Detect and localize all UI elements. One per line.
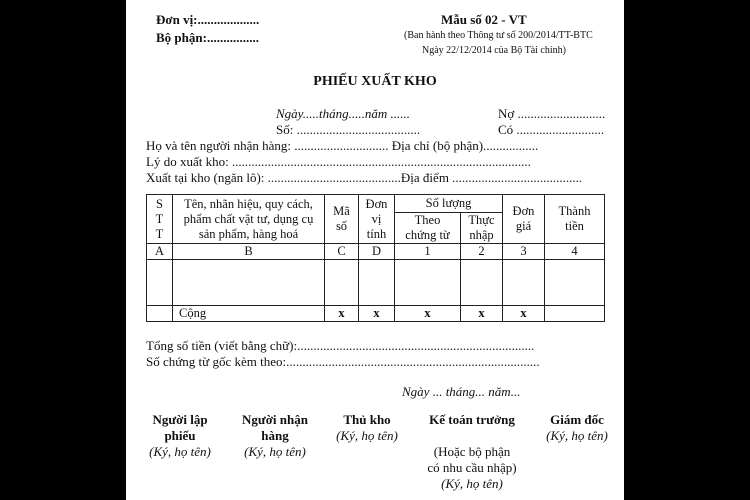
date-line: Ngày.....tháng.....năm ...... — [276, 106, 410, 121]
total-label: Cộng — [173, 306, 325, 322]
warehouse-field: Xuất tại kho (ngăn lô): .........................................Địa điểm ........................................ — [146, 170, 583, 185]
code-cell: D — [359, 244, 395, 260]
document-title: PHIẾU XUẤT KHO — [313, 74, 437, 89]
signing-date: Ngày ... tháng... năm... — [402, 384, 521, 399]
header-stt: S T T — [147, 195, 173, 244]
code-cell: B — [173, 244, 325, 260]
bo-phan-label: Bộ phận:................ — [156, 30, 259, 45]
code-cell: 2 — [461, 244, 503, 260]
code-cell: A — [147, 244, 173, 260]
total-in-words: Tổng số tiền (viết bằng chữ):......................................................................... — [146, 338, 535, 353]
total-mark: x — [325, 306, 359, 322]
header-item-name: Tên, nhãn hiệu, quy cách, phẩm chất vật tư, dụng cụ sản phẩm, hàng hoá — [173, 195, 325, 244]
no-line: Nợ ........................... — [498, 106, 606, 121]
header-thanh-tien: Thành tiền — [545, 195, 605, 244]
signature-preparer: Người lập phiếu (Ký, họ tên) — [149, 412, 211, 459]
code-cell: C — [325, 244, 359, 260]
total-mark: x — [503, 306, 545, 322]
items-table — [146, 194, 605, 322]
total-mark: x — [461, 306, 503, 322]
header-ma-so: Mã số — [325, 195, 359, 244]
signature-receiver: Người nhận hàng (Ký, họ tên) — [242, 412, 308, 459]
signature-storekeeper: Thủ kho (Ký, họ tên) — [336, 412, 398, 443]
reason-field: Lý do xuất kho: ............................................................................................ — [146, 154, 531, 169]
header-don-gia: Đơn giá — [503, 195, 545, 244]
header-so-luong: Số lượng — [395, 195, 503, 213]
total-mark: x — [359, 306, 395, 322]
signature-chief-accountant: Kế toán trưởng (Hoặc bộ phận có nhu cầu nhập) (Ký, họ tên) — [427, 412, 517, 491]
code-cell: 3 — [503, 244, 545, 260]
total-row — [147, 306, 605, 322]
header-don-vi-tinh: Đơn vị tính — [359, 195, 395, 244]
header-theo-chung-tu: Theo chứng từ — [395, 213, 461, 244]
empty-item-row — [147, 260, 605, 306]
issued-by: (Ban hành theo Thông tư số 200/2014/TT-BTC — [404, 30, 593, 41]
form-number: Mẫu số 02 - VT — [441, 12, 527, 27]
code-cell: 4 — [545, 244, 605, 260]
don-vi-label: Đơn vị:................... — [156, 12, 260, 27]
signature-director: Giám đốc (Ký, họ tên) — [546, 412, 608, 443]
header-thuc-nhap: Thực nhập — [461, 213, 503, 244]
attached-documents: Số chứng từ gốc kèm theo:.............................................................................. — [146, 354, 540, 369]
issued-date: Ngày 22/12/2014 của Bộ Tài chính) — [422, 45, 566, 56]
so-line: Số: ...................................... — [276, 122, 421, 137]
document-page — [126, 0, 624, 500]
code-cell: 1 — [395, 244, 461, 260]
receiver-field: Họ và tên người nhận hàng: ............................. Địa chỉ (bộ phận)................. — [146, 138, 539, 153]
total-mark: x — [395, 306, 461, 322]
co-line: Có ........................... — [498, 122, 605, 137]
code-row — [147, 244, 605, 260]
